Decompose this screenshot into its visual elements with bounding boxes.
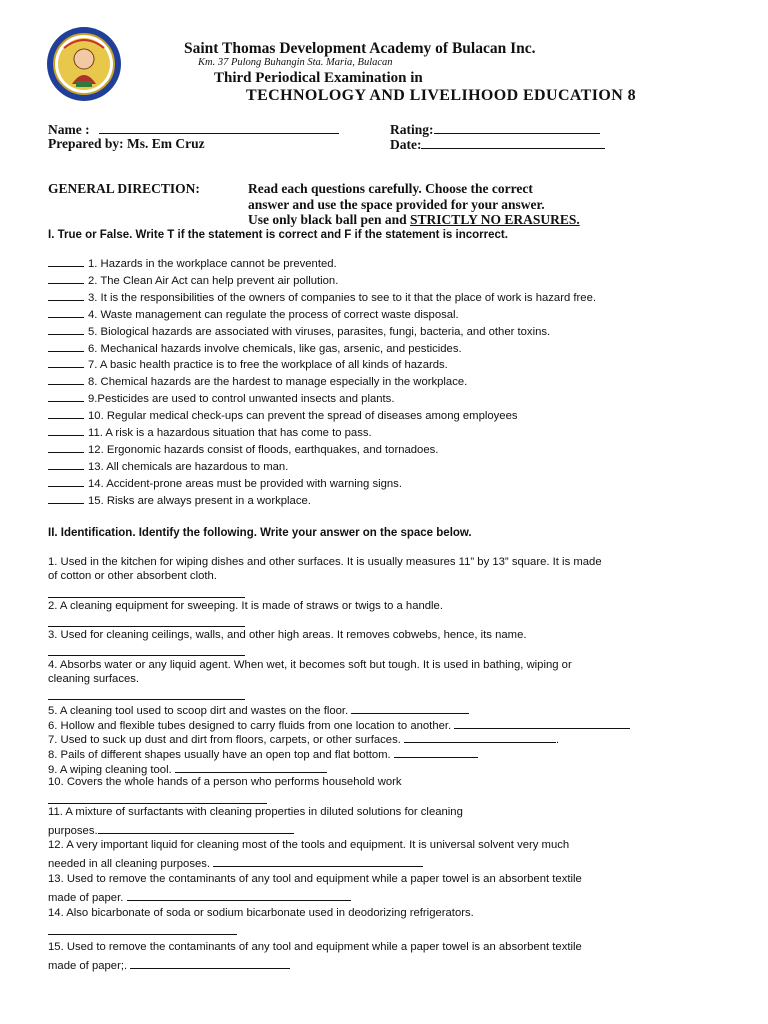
tf-answer-blank[interactable] bbox=[48, 425, 84, 436]
no-erasures-emphasis: STRICTLY NO ERASURES. bbox=[410, 212, 580, 227]
tf-answer-blank[interactable] bbox=[48, 476, 84, 487]
tf-item-text: 1. Hazards in the workplace cannot be prevented. bbox=[88, 258, 337, 270]
tf-item-text: 9.Pesticides are used to control unwanted insects and plants. bbox=[88, 393, 395, 406]
question-6-text: 6. Hollow and flexible tubes designed to carry fluids from one location to another. bbox=[48, 720, 452, 732]
question-2-text: 2. A cleaning equipment for sweeping. It is made of straws or twigs to a handle. bbox=[48, 600, 443, 612]
date-label: Date: bbox=[390, 137, 422, 152]
question-11 bbox=[48, 823, 294, 837]
tf-item-text: 3. It is the responsibilities of the owners of companies to see to it that the place of work is hazard free. bbox=[88, 291, 596, 304]
tf-answer-blank[interactable] bbox=[48, 324, 84, 335]
question-5-text: 5. A cleaning tool used to scoop dirt and wastes on the floor. bbox=[48, 705, 349, 717]
tf-item-text: 7. A basic health practice is to free the workplace of all kinds of hazards. bbox=[88, 359, 448, 372]
tf-answer-blank[interactable] bbox=[48, 374, 84, 385]
question-13-text-a: 13. Used to remove the contaminants of any tool and equipment while a paper towel is an absorbent textile bbox=[48, 873, 582, 885]
tf-item-text: 6. Mechanical hazards involve chemicals, like gas, arsenic, and pesticides. bbox=[88, 342, 462, 355]
question-13 bbox=[48, 890, 351, 904]
tf-item-text: 5. Biological hazards are associated with viruses, parasites, fungi, bacteria, and other toxins. bbox=[88, 325, 551, 338]
question-9-text: 9. A wiping cleaning tool. bbox=[48, 764, 172, 776]
answer-blank-13[interactable] bbox=[127, 890, 351, 901]
question-15-text-a: 15. Used to remove the contaminants of any tool and equipment while a paper towel is an absorbent textile bbox=[48, 941, 582, 953]
question-12-text-a: 12. A very important liquid for cleaning most of the tools and equipment. It is universal solvent very much bbox=[48, 839, 570, 851]
question-11-text-a: 11. A mixture of surfactants with cleaning properties in diluted solutions for cleaning bbox=[48, 806, 463, 818]
rating-label: Rating: bbox=[390, 122, 434, 137]
tf-answer-blank[interactable] bbox=[48, 493, 84, 504]
question-13-text-b: made of paper. bbox=[48, 892, 124, 904]
answer-blank-12[interactable] bbox=[213, 856, 423, 867]
tf-item bbox=[48, 391, 394, 405]
question-7-end: . bbox=[556, 734, 560, 746]
rating-blank[interactable] bbox=[434, 121, 600, 134]
tf-item bbox=[48, 408, 518, 422]
school-address: Km. 37 Pulong Buhangin Sta. Maria, Bulacan bbox=[198, 57, 393, 68]
question-9 bbox=[48, 762, 327, 776]
tf-item bbox=[48, 493, 311, 507]
answer-blank-4[interactable] bbox=[48, 699, 245, 700]
subject-title: TECHNOLOGY AND LIVELIHOOD EDUCATION 8 bbox=[246, 87, 636, 104]
date-field bbox=[390, 136, 605, 153]
tf-item bbox=[48, 273, 338, 287]
question-12 bbox=[48, 856, 423, 870]
answer-blank-9[interactable] bbox=[175, 762, 327, 773]
question-8 bbox=[48, 747, 478, 761]
question-7 bbox=[48, 732, 559, 746]
question-12-text-b: needed in all cleaning purposes. bbox=[48, 858, 211, 870]
tf-item bbox=[48, 307, 459, 321]
tf-item-text: 14. Accident-prone areas must be provided with warning signs. bbox=[88, 477, 402, 490]
prepared-by: Prepared by: Ms. Em Cruz bbox=[48, 136, 205, 151]
tf-item-text: 8. Chemical hazards are the hardest to manage especially in the workplace. bbox=[88, 376, 468, 389]
answer-blank-6[interactable] bbox=[454, 718, 630, 729]
tf-item-text: 15. Risks are always present in a workplace. bbox=[88, 494, 311, 507]
tf-item-text: 4. Waste management can regulate the process of correct waste disposal. bbox=[88, 308, 459, 321]
answer-blank-5[interactable] bbox=[351, 703, 469, 714]
answer-blank-8[interactable] bbox=[394, 747, 478, 758]
question-6 bbox=[48, 718, 630, 732]
direction-label: GENERAL DIRECTION: bbox=[48, 181, 200, 196]
tf-answer-blank[interactable] bbox=[48, 442, 84, 453]
tf-item bbox=[48, 459, 288, 473]
question-11-text-b: purposes. bbox=[48, 825, 98, 837]
question-5 bbox=[48, 703, 469, 717]
question-15 bbox=[48, 958, 290, 972]
question-14-text: 14. Also bicarbonate of soda or sodium bicarbonate used in deodorizing refrigerators. bbox=[48, 907, 474, 919]
answer-blank-2[interactable] bbox=[48, 626, 245, 627]
tf-answer-blank[interactable] bbox=[48, 290, 84, 301]
direction-line-2: answer and use the space provided for your answer. bbox=[248, 197, 545, 212]
tf-item bbox=[48, 324, 550, 338]
tf-item bbox=[48, 425, 372, 439]
question-4-text-b: cleaning surfaces. bbox=[48, 673, 140, 685]
question-7-text: 7. Used to suck up dust and dirt from floors, carpets, or other surfaces. bbox=[48, 734, 401, 746]
tf-answer-blank[interactable] bbox=[48, 459, 84, 470]
name-blank[interactable] bbox=[99, 121, 339, 134]
tf-item bbox=[48, 357, 448, 371]
tf-answer-blank[interactable] bbox=[48, 307, 84, 318]
tf-item bbox=[48, 256, 337, 270]
tf-item bbox=[48, 374, 467, 388]
tf-item bbox=[48, 290, 596, 304]
tf-answer-blank[interactable] bbox=[48, 391, 84, 402]
tf-item-text: 13. All chemicals are hazardous to man. bbox=[88, 460, 289, 473]
question-8-text: 8. Pails of different shapes usually have an open top and flat bottom. bbox=[48, 749, 391, 761]
tf-item-text: 12. Ergonomic hazards consist of floods, earthquakes, and tornadoes. bbox=[88, 443, 439, 456]
name-label: Name : bbox=[48, 122, 90, 137]
tf-item bbox=[48, 341, 462, 355]
tf-item bbox=[48, 442, 438, 456]
date-blank[interactable] bbox=[421, 136, 605, 149]
tf-item bbox=[48, 476, 402, 490]
part2-heading: II. Identification. Identify the following. Write your answer on the space below. bbox=[48, 527, 472, 539]
tf-answer-blank[interactable] bbox=[48, 357, 84, 368]
school-name: Saint Thomas Development Academy of Bulacan Inc. bbox=[184, 40, 536, 57]
exam-title: Third Periodical Examination in bbox=[214, 70, 423, 86]
tf-item-text: 10. Regular medical check-ups can prevent the spread of diseases among employees bbox=[88, 410, 518, 423]
tf-item-text: 2. The Clean Air Act can help prevent air pollution. bbox=[88, 274, 339, 287]
answer-blank-14[interactable] bbox=[48, 934, 237, 935]
tf-answer-blank[interactable] bbox=[48, 408, 84, 419]
tf-answer-blank[interactable] bbox=[48, 256, 84, 267]
question-4-text-a: 4. Absorbs water or any liquid agent. When wet, it becomes soft but tough. It is used in bathing, wiping or bbox=[48, 659, 572, 671]
question-10-text: 10. Covers the whole hands of a person who performs household work bbox=[48, 776, 402, 788]
question-1-text-b: of cotton or other absorbent cloth. bbox=[48, 570, 217, 582]
direction-line-1: Read each questions carefully. Choose the correct bbox=[248, 181, 533, 196]
question-15-text-b: made of paper;. bbox=[48, 960, 128, 972]
answer-blank-3[interactable] bbox=[48, 655, 245, 656]
part1-heading: I. True or False. Write T if the statement is correct and F if the statement is incorrect. bbox=[48, 229, 508, 241]
tf-item-text: 11. A risk is a hazardous situation that has come to pass. bbox=[88, 427, 372, 439]
tf-answer-blank[interactable] bbox=[48, 273, 84, 284]
answer-blank-10[interactable] bbox=[48, 803, 267, 804]
answer-blank-7[interactable] bbox=[404, 732, 556, 743]
direction-line-3-text: Use only black ball pen and bbox=[248, 212, 411, 227]
answer-blank-15[interactable] bbox=[130, 958, 290, 969]
answer-blank-11[interactable] bbox=[98, 823, 294, 834]
answer-blank-1[interactable] bbox=[48, 597, 245, 598]
direction-line-3 bbox=[248, 212, 580, 228]
question-3-text: 3. Used for cleaning ceilings, walls, and other high areas. It removes cobwebs, hence, its name. bbox=[48, 629, 527, 641]
question-1-text-a: 1. Used in the kitchen for wiping dishes and other surfaces. It is usually measures 11” by 13” square. It is made bbox=[48, 556, 602, 568]
school-seal-icon bbox=[46, 26, 122, 102]
tf-answer-blank[interactable] bbox=[48, 341, 84, 352]
